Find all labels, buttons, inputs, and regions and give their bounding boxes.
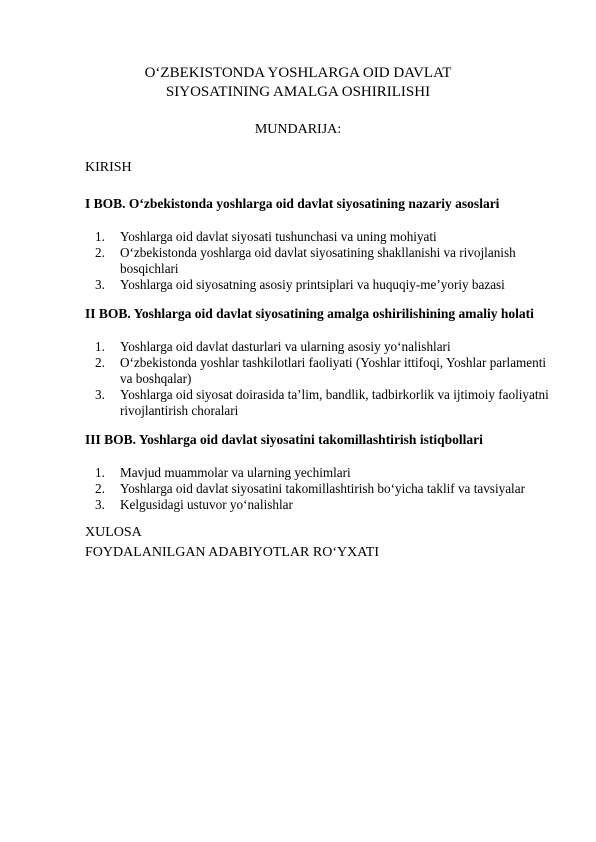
chapter-2-title: II BOB. Yoshlarga oid davlat siyosatining amalga oshirilishining amaliy holati [85,306,534,321]
chapter-3-title: III BOB. Yoshlarga oid davlat siyosatini takomillashtirish istiqbollari [85,432,483,447]
chapter-1-list [95,229,560,293]
list-item: 1. Yoshlarga oid davlat dasturlari va ularning asosiy yo‘nalishlari [95,339,451,354]
section-intro: KIRISH [85,160,132,175]
document-title-line-1: O‘ZBEKISTONDA YOSHLARGA OID DAVLAT [144,65,452,81]
chapter-1-title: I BOB. O‘zbekistonda yoshlarga oid davlat siyosatining nazariy asoslari [85,196,500,211]
list-item: 1. Mavjud muammolar va ularning yechimlari [95,465,351,480]
document-title-line-2: SIYOSATINING AMALGA OSHIRILISHI [165,84,431,100]
contents-heading: MUNDARIJA: [254,122,342,137]
list-item: 2. Yoshlarga oid davlat siyosatini takomillashtirish bo‘yicha taklif va tavsiyalar [95,481,525,496]
chapter-3-list [95,465,560,513]
list-item: 2. O‘zbekistonda yoshlarga oid davlat siyosatining shakllanishi va rivojlanish bosqichlari [95,245,516,276]
list-item: 1. Yoshlarga oid davlat siyosati tushunchasi va uning mohiyati [95,229,437,244]
list-item: 3. Yoshlarga oid siyosatning asosiy printsiplari va huquqiy-me’yoriy bazasi [95,277,505,292]
chapter-2-list [95,339,560,419]
section-conclusion: XULOSA [85,525,142,540]
list-item: 3. Kelgusidagi ustuvor yo‘nalishlar [95,497,293,512]
list-item: 3. Yoshlarga oid siyosat doirasida ta’lim, bandlik, tadbirkorlik va ijtimoiy faoliyatni rivojlantirish choralari [95,387,549,418]
section-references: FOYDALANILGAN ADABIYOTLAR RO‘YXATI [85,545,379,560]
list-item: 2. O‘zbekistonda yoshlar tashkilotlari faoliyati (Yoshlar ittifoqi, Yoshlar parlamenti va boshqalar) [95,355,547,386]
